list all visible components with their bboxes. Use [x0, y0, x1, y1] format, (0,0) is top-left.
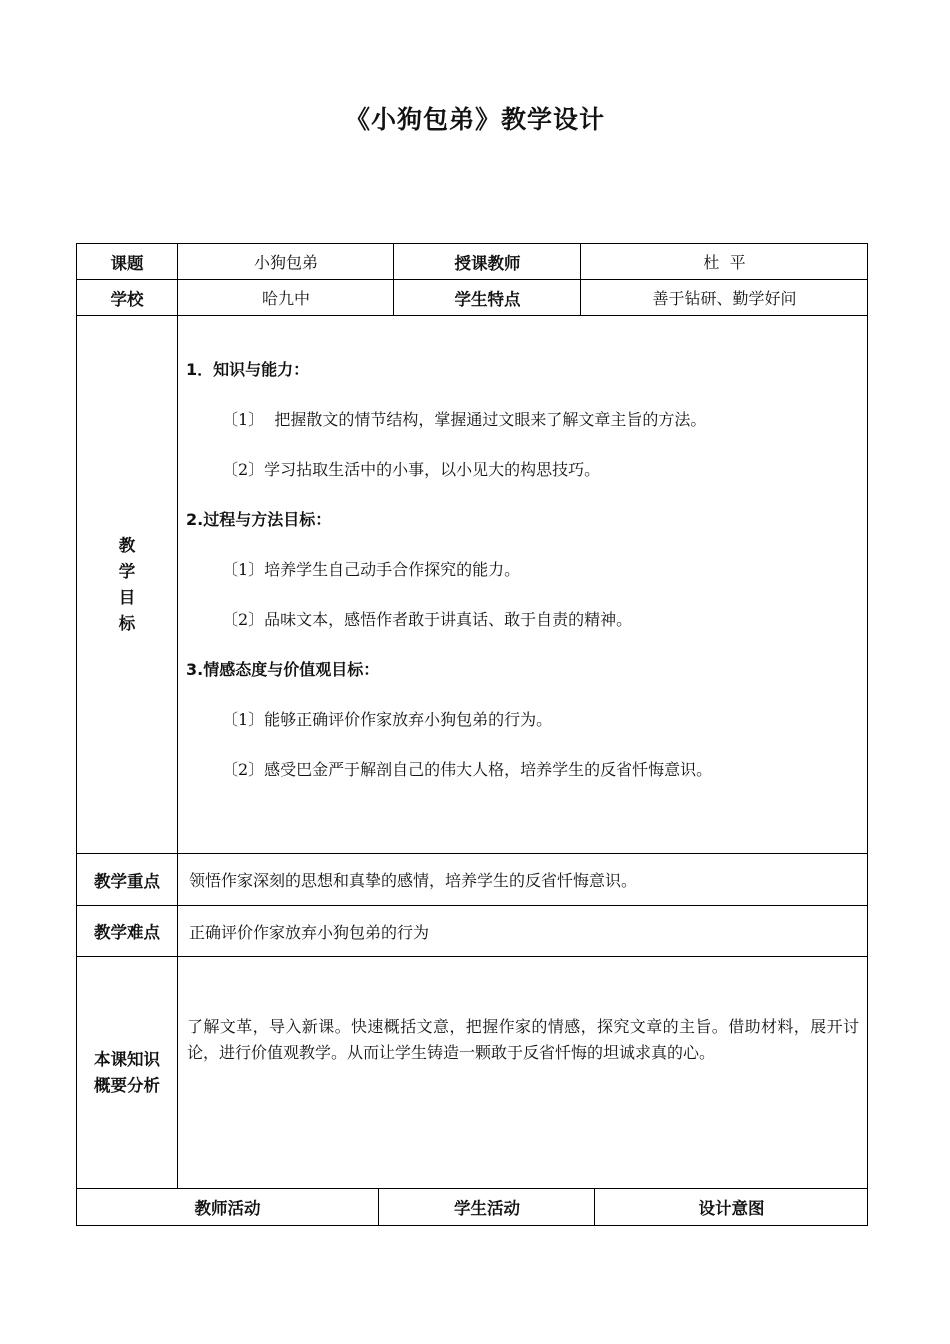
teacher-activity-header: 教师活动 [194, 1199, 261, 1218]
teacher-label: 授课教师 [454, 253, 521, 273]
objective-item: 〔1〕培养学生自己动手合作探究的能力。 [222, 560, 521, 579]
objective-item: 〔2〕品味文本，感悟作者敢于讲真话、敢于自责的精神。 [222, 610, 633, 629]
school-value: 哈九中 [261, 289, 310, 308]
analysis-label: 本课知识 概要分析 [94, 1049, 160, 1095]
objectives-label: 教 学 目 标 [118, 535, 136, 633]
section-heading-process: 2.过程与方法目标： [186, 510, 332, 529]
objective-item: 〔1〕能够正确评价作家放弃小狗包弟的行为。 [222, 710, 553, 729]
lesson-plan-table [76, 243, 868, 1226]
difficulty-label: 教学难点 [94, 923, 160, 942]
objective-item: 〔1〕 把握散文的情节结构，掌握通过文眼来了解文章主旨的方法。 [222, 410, 707, 429]
key-point-text: 领悟作家深刻的思想和真挚的感情，培养学生的反省忏悔意识。 [189, 871, 638, 890]
subject-label: 课题 [110, 253, 144, 273]
document-title: 《小狗包弟》教学设计 [344, 105, 605, 134]
design-intent-header: 设计意图 [698, 1199, 765, 1218]
analysis-text: 了解文革，导入新课。快速概括文意，把握作家的情感，探究文章的主旨。借助材料，展开讨论，进行价值观教学。从而让学生铸造一颗敢于反省忏悔的坦诚求真的心。 [187, 1017, 859, 1062]
key-point-label: 教学重点 [94, 871, 160, 891]
school-label: 学校 [110, 289, 144, 309]
objective-item: 〔2〕学习拈取生活中的小事，以小见大的构思技巧。 [222, 460, 601, 479]
objectives-content [186, 356, 856, 784]
student-activity-header: 学生活动 [454, 1199, 520, 1218]
subject-value: 小狗包弟 [253, 253, 318, 272]
difficulty-text: 正确评价作家放弃小狗包弟的行为 [189, 922, 430, 942]
student-traits-value: 善于钻研、勤学好问 [652, 289, 797, 308]
section-heading-knowledge: 1．知识与能力： [186, 360, 310, 379]
student-traits-label: 学生特点 [454, 289, 521, 309]
teacher-value: 杜 平 [703, 253, 746, 272]
objective-item: 〔2〕感受巴金严于解剖自己的伟大人格，培养学生的反省忏悔意识。 [222, 760, 713, 779]
section-heading-values: 3.情感态度与价值观目标： [186, 660, 380, 679]
